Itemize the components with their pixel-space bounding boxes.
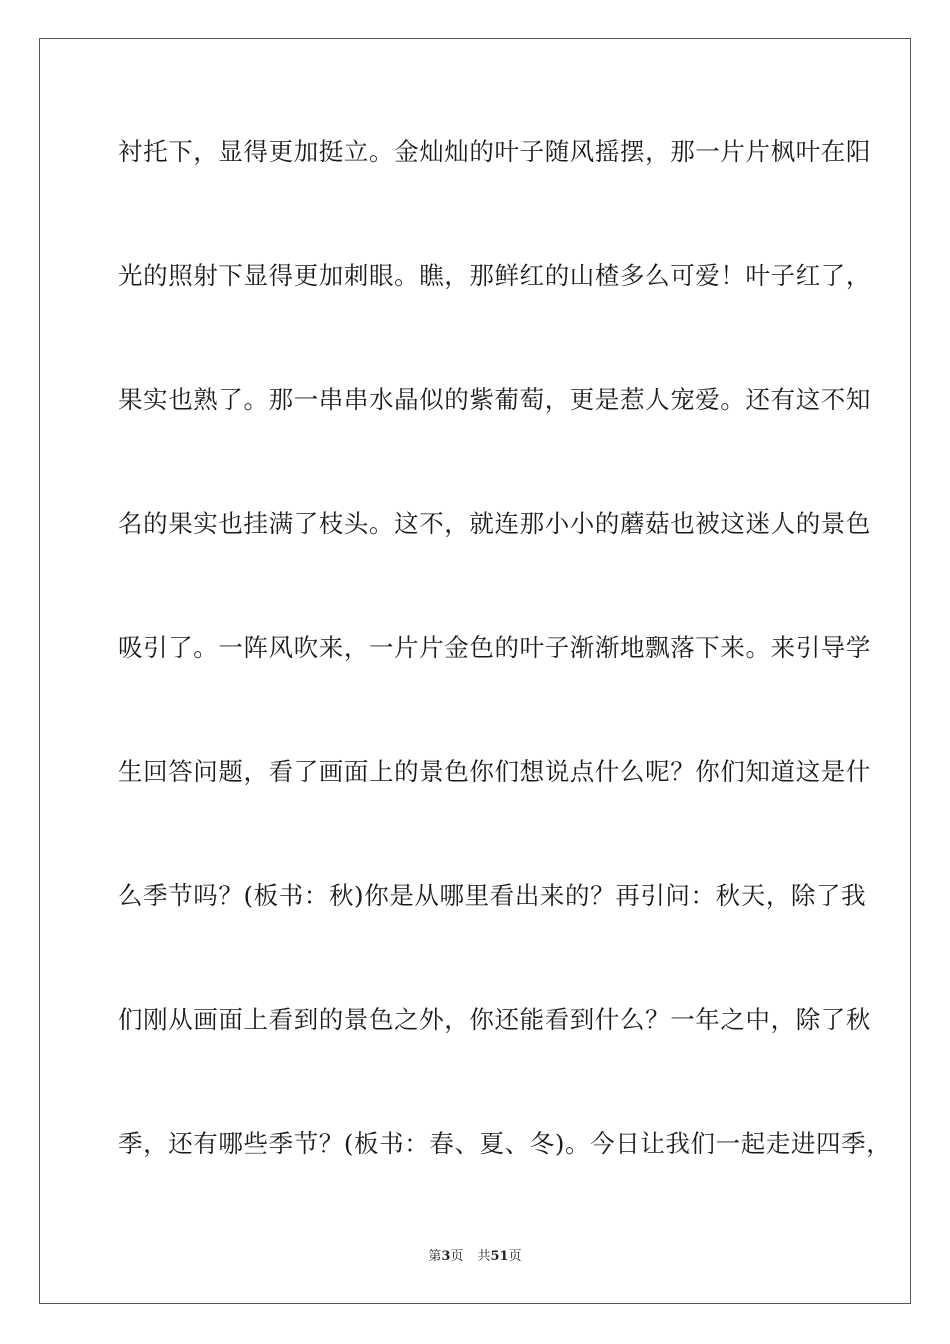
text-line: 光的照射下显得更加刺眼。瞧，那鲜红的山楂多么可爱！叶子红了， bbox=[118, 261, 871, 290]
text-line: 名的果实也挂满了枝头。这不，就连那小小的蘑菇也被这迷人的景色 bbox=[118, 509, 871, 538]
total-pages: 51 bbox=[490, 1249, 509, 1264]
text-line: 吸引了。一阵风吹来，一片片金色的叶子渐渐地飘落下来。来引导学 bbox=[118, 633, 871, 662]
total-pages-prefix: 共 bbox=[477, 1249, 491, 1264]
page-number-prefix: 第 bbox=[428, 1249, 442, 1264]
text-line: 果实也熟了。那一串串水晶似的紫葡萄，更是惹人宠爱。还有这不知 bbox=[118, 385, 871, 414]
page-footer bbox=[0, 1248, 950, 1266]
page-number-unit: 页 bbox=[450, 1249, 464, 1264]
body-text bbox=[118, 130, 892, 1246]
text-line: 衬托下，显得更加挺立。金灿灿的叶子随风摇摆，那一片片枫叶在阳 bbox=[118, 137, 871, 166]
text-line: 么季节吗？(板书：秋)你是从哪里看出来的？再引问：秋天，除了我 bbox=[118, 881, 867, 910]
text-line: 季，还有哪些季节？(板书：春、夏、冬)。今日让我们一起走进四季， bbox=[118, 1129, 892, 1158]
text-line: 们刚从画面上看到的景色之外，你还能看到什么？一年之中，除了秋 bbox=[118, 1005, 871, 1034]
page-number: 3 bbox=[441, 1249, 451, 1264]
total-pages-unit: 页 bbox=[508, 1249, 522, 1264]
text-line: 生回答问题，看了画面上的景色你们想说点什么呢？你们知道这是什 bbox=[118, 757, 871, 786]
